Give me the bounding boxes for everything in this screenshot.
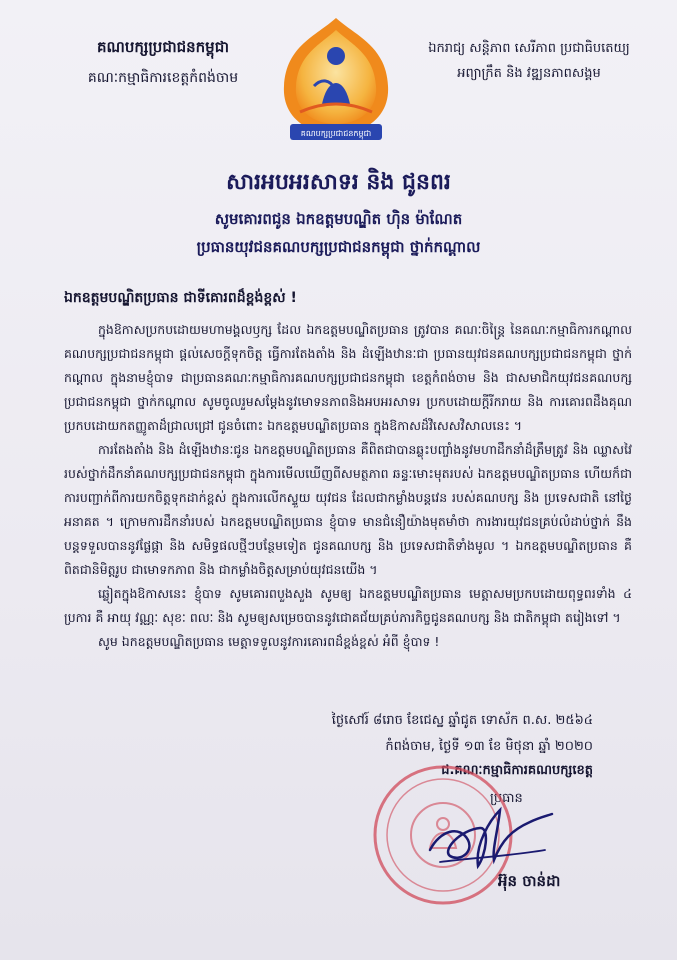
paragraph-1: ក្នុងឱកាសប្រកបដោយមហាមង្គលឫក្ស ដែល ឯកឧត្តមបណ្ឌិតប្រធាន ត្រូវបាន គណៈចិន្ត្រៃ នៃគណៈកម្មាធិការកណ្តាលគណបក្សប្រជាជនកម្ពុជា ផ្តល់សេចក្តីទុកចិត្ត ធ្វើការតែងតាំង និង ដំឡើងឋានៈជា ប្រធានយុវជនគណបក្សប្រជាជនកម្ពុជា ថ្នាក់កណ្តាល ក្នុងនាមខ្ញុំបាទ ជាប្រធានគណៈកម្មាធិការគណបក្សប្រជាជនកម្ពុជា ខេត្តកំពង់ចាម និង ជាសមាជិកយុវជនគណបក្សប្រជាជនកម្ពុជា ថ្នាក់កណ្តាល សូមចូលរួមសម្តែងនូវមោទនភាពនិងអបអរសាទរ ប្រកបដោយក្តីរីករាយ និង ការគោរពដឹងគុណប្រកបដោយកតញ្ញូតាដ៏ជ្រាលជ្រៅ ជូនចំពោះ ឯកឧត្តមបណ្ឌិតប្រធាន ក្នុងឱកាសដ៏វិសេសវិសាលនេះ ។ <box>64 322 632 433</box>
letter-title: សារអបអរសាទរ និង ជូនពរ <box>226 170 451 195</box>
recipient-line: សូមគោរពជូន ឯកឧត្តមបណ្ឌិត ហ៊ិន ម៉ាណែត <box>214 210 463 228</box>
logo-text: គណបក្សប្រជាជនកម្ពុជា <box>300 129 372 138</box>
signatory-name: អ៊ុន ចាន់ដា <box>498 872 561 890</box>
committee-name: គណៈកម្មាធិការខេត្តកំពង់ចាម <box>87 70 239 86</box>
national-motto-2: អព្យាក្រឹត និង វឌ្ឍនភាពសង្គម <box>457 66 601 81</box>
party-logo-icon <box>276 16 396 151</box>
letter-body <box>64 318 632 654</box>
signatory-role: ប្រធាន <box>490 791 523 806</box>
lunar-date: ថ្ងៃសៅរ៍ ៨រោច ខែជេស្ឋ ឆ្នាំជូត ទោស័ក ព.ស. ២៥៦៤ <box>331 713 593 728</box>
paragraph-4: សូម ឯកឧត្តមបណ្ឌិតប្រធាន មេត្តាទទួលនូវការគោរពដ៏ខ្ពង់ខ្ពស់ អំពី ខ្ញុំបាទ ! <box>98 634 440 649</box>
paragraph-2: ការតែងតាំង និង ដំឡើងឋានៈជូន ឯកឧត្តមបណ្ឌិតប្រធាន គឺពិតជាបានឆ្លុះបញ្ចាំងនូវមហាដឹកនាំដ៏ត្រឹមត្រូវ និង ឈ្លាសវៃ របស់ថ្នាក់ដឹកនាំគណបក្សប្រជាជនកម្ពុជា ក្នុងការមើលឃើញពីសមត្ថភាព ឆន្ទៈមោះមុតរបស់ ឯកឧត្តមបណ្ឌិតប្រធាន ហើយក៏ជាការបញ្ជាក់ពីការយកចិត្តទុកដាក់ខ្ពស់ ក្នុងការលើកស្ទួយ យុវជន ដែលជាកម្លាំងបន្តវេន របស់គណបក្ស និង ប្រទេសជាតិ នៅថ្ងៃអនាគត ។ ក្រោមការដឹកនាំរបស់ ឯកឧត្តមបណ្ឌិតប្រធាន ខ្ញុំបាទ មានជំនឿយ៉ាងមុតមាំថា ការងារយុវជនគ្រប់លំដាប់ថ្នាក់ នឹងបន្តទទួលបាននូវផ្លែផ្កា និង សមិទ្ធផលថ្មីៗបន្ថែមទៀត ជូនគណបក្ស និង ប្រទេសជាតិទាំងមូល ។ ឯកឧត្តមបណ្ឌិតប្រធាន គឺពិតជានិមិត្តរូប ជាមោទកភាព និង ជាកម្លាំងចិត្តសម្រាប់យុវជនយើង ។ <box>64 442 632 577</box>
header-left <box>48 38 278 89</box>
salutation: ឯកឧត្តមបណ្ឌិតប្រធាន ជាទីគោរពដ៏ខ្ពង់ខ្ពស់ ! <box>64 290 297 306</box>
paragraph-3: ឆ្លៀតក្នុងឱកាសនេះ ខ្ញុំបាទ សូមគោរពបួងសួង សូមឲ្យ ឯកឧត្តមបណ្ឌិតប្រធាន មេត្តាសមប្រកបដោយពុទ្ធពរទាំង ៤ ប្រការ គឺ អាយុ វណ្ណៈ សុខៈ ពលៈ និង សូមឲ្យសម្រេចបាននូវជោគជ័យគ្រប់ភារកិច្ចជូនគណបក្ស និង ជាតិកម្ពុជា តរៀងទៅ ។ <box>64 586 632 625</box>
handwritten-signature-icon <box>420 800 560 875</box>
place-date: កំពង់ចាម, ថ្ងៃទី ១៣ ខែ មិថុនា ឆ្នាំ ២០២០ <box>385 739 593 754</box>
party-name: គណបក្សប្រជាជនកម្ពុជា <box>97 38 229 56</box>
national-motto: ឯករាជ្យ សន្តិភាព សេរីភាព ប្រជាធិបតេយ្យ <box>428 41 630 56</box>
signatory-org: ជ.គណៈកម្មាធិការគណបក្សខេត្ត <box>441 763 593 778</box>
recipient-position: ប្រធានយុវជនគណបក្សប្រជាជនកម្ពុជា ថ្នាក់កណ្តាល <box>196 238 481 256</box>
header-right <box>404 36 654 86</box>
